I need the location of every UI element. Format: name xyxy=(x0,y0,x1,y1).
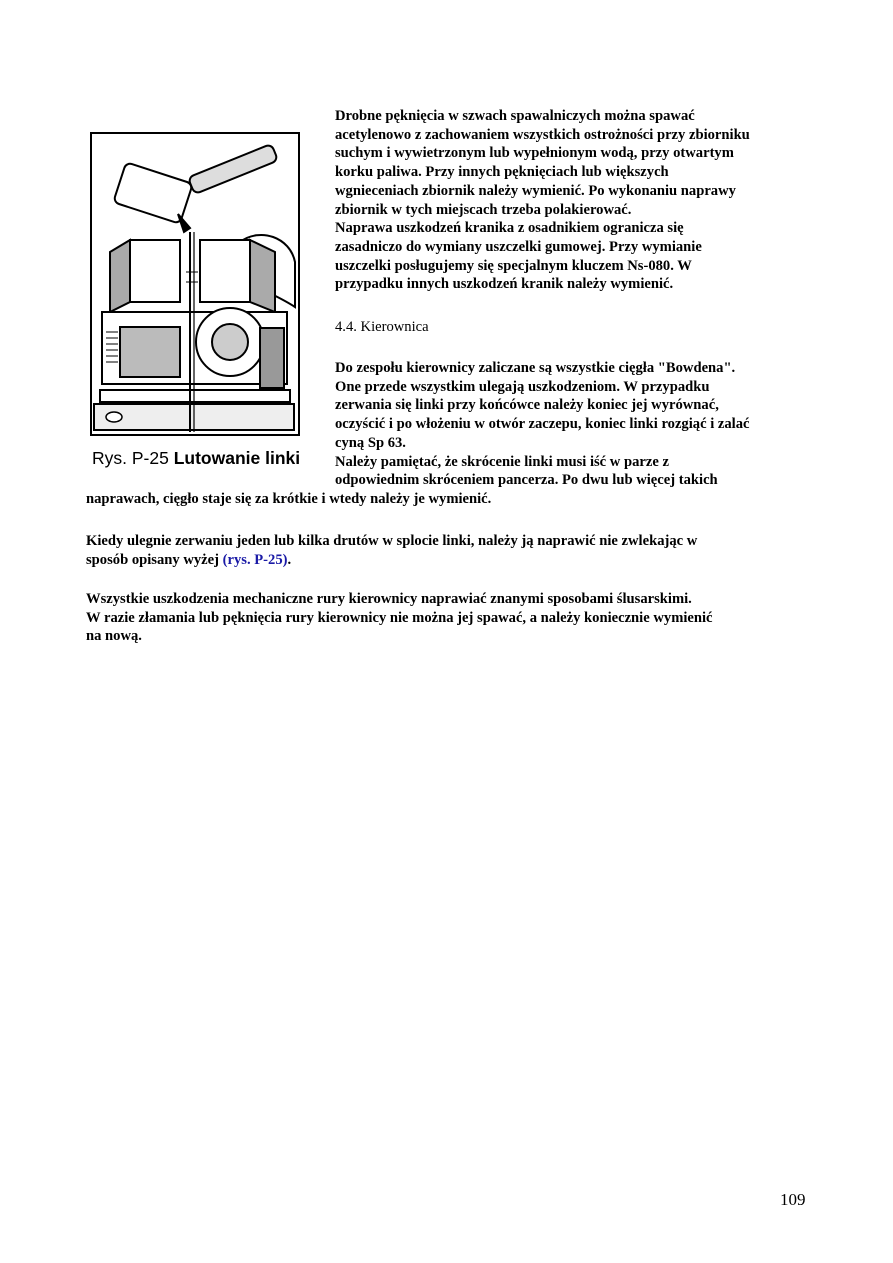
text-line: zerwania się linki przy końcówce należy koniec jej wyrównać, xyxy=(335,397,719,414)
page-number: 109 xyxy=(780,1190,806,1209)
soldering-vise-drawing xyxy=(90,132,302,440)
figure-soldering-illustration xyxy=(90,132,302,440)
text-line: wgnieceniach zbiornik należy wymienić. Po wykonaniu naprawy xyxy=(335,182,736,199)
text-line: Do zespołu kierownicy zaliczane są wszystkie cięgła "Bowdena". xyxy=(335,360,736,376)
text-line: Drobne pęknięcia w szwach spawalniczych można spawać xyxy=(335,108,695,124)
caption-label: Rys. P-25 xyxy=(92,448,174,468)
figure-caption xyxy=(92,448,300,469)
text-fragment: sposób opisany wyżej xyxy=(86,551,223,568)
paragraph-steering-continued: naprawach, cięgło staje się za krótkie i wtedy należy je wymienić. xyxy=(86,491,492,507)
figure-reference-link[interactable]: (rys. P-25) xyxy=(222,551,288,568)
text-line xyxy=(86,551,806,570)
text-line: uszczelki posługujemy się specjalnym kluczem Ns-080. W xyxy=(335,257,692,274)
text-line: zasadniczo do wymiany uszczelki gumowej. Przy wymianie xyxy=(335,238,702,255)
text-line: na nową. xyxy=(86,628,142,645)
paragraph-tube-repair xyxy=(86,590,806,646)
text-line: W razie złamania lub pęknięcia rury kierownicy nie można jej spawać, a należy koniecznie wymienić xyxy=(86,609,713,626)
paragraph-cable-repair xyxy=(86,532,806,569)
text-line: korku paliwa. Przy innych pęknięciach lub większych xyxy=(335,164,669,181)
text-line: acetylenowo z zachowaniem wszystkich ostrożności przy zbiorniku xyxy=(335,126,750,143)
text-fragment: . xyxy=(287,551,292,568)
text-line: przypadku innych uszkodzeń kranik należy wymienić. xyxy=(335,276,674,293)
paragraph-tank-repair xyxy=(335,107,805,294)
caption-title: Lutowanie linki xyxy=(173,448,301,468)
text-line: One przede wszystkim ulegają uszkodzeniom. W przypadku xyxy=(335,378,710,395)
text-line: suchym i wywietrzonym lub wypełnionym wodą, przy otwartym xyxy=(335,145,734,162)
text-line: zbiornik w tych miejscach trzeba polakierować. xyxy=(335,201,632,218)
text-line: odpowiednim skróceniem pancerza. Po dwu lub więcej takich xyxy=(335,472,718,489)
paragraph-steering xyxy=(335,359,805,490)
section-heading: 4.4. Kierownica xyxy=(335,319,429,335)
text-line: oczyścić i po włożeniu w otwór zaczepu, koniec linki rozgiąć i zalać xyxy=(335,416,750,433)
text-line: Naprawa uszkodzeń kranika z osadnikiem ogranicza się xyxy=(335,220,684,237)
text-line: Należy pamiętać, że skrócenie linki musi iść w parze z xyxy=(335,453,669,470)
text-line: Kiedy ulegnie zerwaniu jeden lub kilka drutów w splocie linki, należy ją naprawić nie zwlekając w xyxy=(86,533,698,549)
text-line: cyną Sp 63. xyxy=(335,434,406,451)
text-line: Wszystkie uszkodzenia mechaniczne rury kierownicy naprawiać znanymi sposobami ślusarskimi. xyxy=(86,591,692,607)
